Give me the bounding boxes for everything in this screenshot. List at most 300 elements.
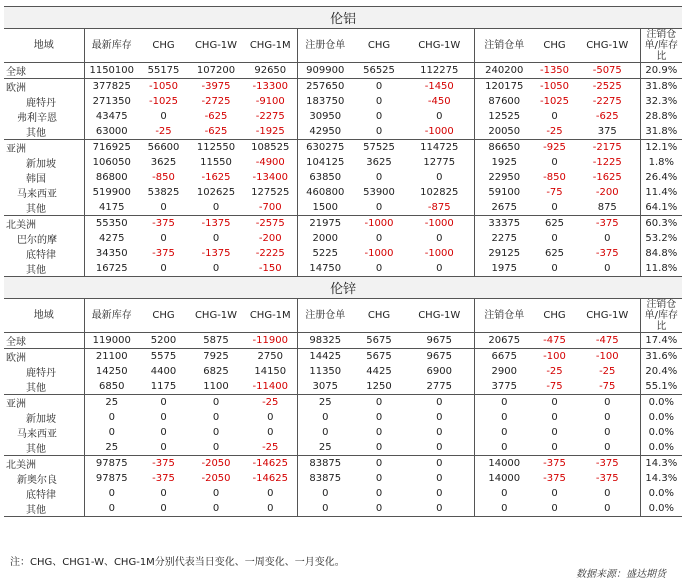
data-cell: 0 xyxy=(551,111,558,122)
data-cell: 0 xyxy=(108,488,115,499)
data-cell: -2050 xyxy=(188,456,244,472)
data-cell: 55175 xyxy=(147,65,180,76)
data-cell: -700 xyxy=(244,200,297,216)
data-cell: 519900 xyxy=(92,187,131,198)
data-cell: -9100 xyxy=(244,94,297,109)
data-cell: 0.0% xyxy=(648,442,675,453)
data-cell: 0 xyxy=(551,157,558,168)
data-cell: 31.8% xyxy=(645,126,678,137)
data-cell: 4175 xyxy=(99,202,125,213)
data-cell: 1975 xyxy=(474,261,534,277)
data-cell: 0 xyxy=(375,488,383,499)
table-row xyxy=(4,185,682,200)
data-cell: 112275 xyxy=(405,63,474,79)
data-cell: -375 xyxy=(543,473,566,484)
column-header: 地域 xyxy=(4,299,84,333)
data-cell: 0 xyxy=(405,261,474,277)
data-cell: 0 xyxy=(160,202,167,213)
data-cell: 0 xyxy=(108,412,115,423)
data-cell: 0 xyxy=(474,395,534,411)
data-cell: 3625 xyxy=(150,157,177,168)
data-cell: -25 xyxy=(244,440,297,456)
data-cell: 9675 xyxy=(405,333,474,349)
data-cell: 102825 xyxy=(405,185,474,200)
data-cell: 0 xyxy=(474,501,534,517)
data-cell: -375 xyxy=(152,473,175,484)
data-cell: 102625 xyxy=(196,187,236,198)
data-cell: 0 xyxy=(188,501,244,517)
data-cell: 92650 xyxy=(244,63,297,79)
data-cell: 2000 xyxy=(312,233,338,244)
lme-table xyxy=(4,6,682,517)
data-cell: 0 xyxy=(108,427,115,438)
data-cell: 375 xyxy=(575,124,640,140)
region-name: 亚洲 xyxy=(4,395,84,411)
data-cell: -13300 xyxy=(244,79,297,95)
data-cell: 0 xyxy=(322,488,329,499)
data-cell: 0 xyxy=(375,427,383,438)
data-cell: -850 xyxy=(543,172,566,183)
data-cell: -75 xyxy=(575,379,640,395)
data-cell: 0 xyxy=(84,501,139,517)
table-row xyxy=(4,109,682,124)
region-name: 全球 xyxy=(4,333,84,349)
data-cell: 21975 xyxy=(297,216,353,232)
inventory-report xyxy=(4,6,682,580)
data-cell: 0 xyxy=(405,471,474,486)
data-cell: -2050 xyxy=(201,473,231,484)
table-title-row xyxy=(4,277,682,299)
data-cell: 0 xyxy=(160,111,167,122)
data-cell: 0 xyxy=(551,427,558,438)
column-header: CHG-1W xyxy=(188,299,244,333)
data-cell: -625 xyxy=(204,126,228,137)
data-cell: 31.8% xyxy=(640,79,682,95)
data-cell: 0 xyxy=(353,501,405,517)
column-header: 注销仓单/库存比 xyxy=(640,299,682,333)
data-cell: 716925 xyxy=(84,140,139,156)
data-cell: 25 xyxy=(318,442,332,453)
data-cell: 25 xyxy=(105,442,119,453)
data-cell: 0 xyxy=(353,395,405,411)
header-row xyxy=(4,29,682,63)
data-cell: 14425 xyxy=(297,349,353,365)
data-cell: 11350 xyxy=(309,366,342,377)
data-cell: 0 xyxy=(322,427,329,438)
table-row xyxy=(4,140,682,156)
region-name: 底特律 xyxy=(4,246,84,261)
data-cell: 5675 xyxy=(366,335,392,346)
data-cell: -2725 xyxy=(201,96,231,107)
data-cell: 3075 xyxy=(312,381,338,392)
data-cell: 0 xyxy=(244,425,297,440)
data-cell: 0 xyxy=(160,427,167,438)
data-cell: 0 xyxy=(551,442,558,453)
data-cell: 87600 xyxy=(488,96,521,107)
data-cell: 0 xyxy=(501,427,508,438)
data-cell: 0 xyxy=(375,172,383,183)
data-cell: -875 xyxy=(405,200,474,216)
data-cell: 30950 xyxy=(309,111,342,122)
data-cell: 14.3% xyxy=(645,473,678,484)
data-cell: 0 xyxy=(297,501,353,517)
data-cell: 0 xyxy=(212,488,220,499)
data-cell: 43475 xyxy=(95,111,128,122)
data-cell: 625 xyxy=(534,216,575,232)
data-cell: 11.8% xyxy=(640,261,682,277)
data-cell: 0 xyxy=(212,412,220,423)
table-title: 伦锌 xyxy=(4,277,682,299)
region-name: 新奥尔良 xyxy=(4,471,84,486)
data-cell: 1500 xyxy=(312,202,338,213)
data-cell: 0 xyxy=(160,488,167,499)
region-name: 其他 xyxy=(4,440,84,456)
data-cell: -1625 xyxy=(575,170,640,185)
region-name: 马来西亚 xyxy=(4,425,84,440)
table-row xyxy=(4,456,682,472)
data-cell: 34350 xyxy=(95,248,128,259)
footer xyxy=(8,553,686,580)
data-cell: 875 xyxy=(575,200,640,216)
data-cell: -2275 xyxy=(575,94,640,109)
data-cell: 21100 xyxy=(84,349,139,365)
data-cell: 2750 xyxy=(244,349,297,365)
data-cell: 0.0% xyxy=(648,412,675,423)
data-cell: 29125 xyxy=(488,248,521,259)
data-cell: 0 xyxy=(534,501,575,517)
data-cell: 108525 xyxy=(244,140,297,156)
data-cell: 0 xyxy=(139,501,188,517)
region-name: 其他 xyxy=(4,501,84,517)
data-cell: 1250 xyxy=(366,381,392,392)
data-cell: 98325 xyxy=(309,335,342,346)
data-cell: 3625 xyxy=(366,157,392,168)
data-cell: 7925 xyxy=(188,349,244,365)
column-header: CHG-1W xyxy=(405,29,474,63)
data-cell: -475 xyxy=(575,333,640,349)
table-row xyxy=(4,63,682,79)
data-cell: 4425 xyxy=(366,366,392,377)
data-cell: 20050 xyxy=(488,126,521,137)
region-name: 北美洲 xyxy=(4,456,84,472)
data-cell: 0 xyxy=(375,473,383,484)
column-header: CHG xyxy=(139,299,188,333)
data-cell: 2275 xyxy=(491,233,517,244)
data-cell: -25 xyxy=(575,364,640,379)
data-cell: 0 xyxy=(375,111,383,122)
data-cell: 14000 xyxy=(488,473,521,484)
data-cell: 6900 xyxy=(405,364,474,379)
data-cell: 0 xyxy=(405,410,474,425)
data-cell: -25 xyxy=(155,126,172,137)
region-name: 欧洲 xyxy=(4,79,84,95)
data-cell: 0 xyxy=(375,233,383,244)
header-row xyxy=(4,299,682,333)
data-cell: -5075 xyxy=(575,63,640,79)
data-cell: 630275 xyxy=(297,140,353,156)
column-header: CHG xyxy=(353,29,405,63)
data-cell: 42950 xyxy=(309,126,342,137)
data-cell: 107200 xyxy=(196,65,236,76)
data-cell: 106050 xyxy=(92,157,131,168)
data-cell: 0 xyxy=(212,233,220,244)
data-cell: 22950 xyxy=(488,172,521,183)
column-header: CHG xyxy=(139,29,188,63)
data-cell: -3975 xyxy=(188,79,244,95)
data-cell: 0 xyxy=(405,501,474,517)
data-cell: 377825 xyxy=(84,79,139,95)
region-name: 其他 xyxy=(4,379,84,395)
data-cell: 0 xyxy=(160,233,167,244)
data-cell: 2775 xyxy=(405,379,474,395)
data-cell: 56525 xyxy=(363,65,395,76)
data-cell: 97875 xyxy=(95,473,128,484)
data-cell: 0.0% xyxy=(640,501,682,517)
data-cell: 0 xyxy=(244,410,297,425)
data-cell: 63850 xyxy=(309,172,342,183)
data-cell: -2175 xyxy=(575,140,640,156)
column-header: CHG-1M xyxy=(244,29,297,63)
data-cell: 6675 xyxy=(474,349,534,365)
data-cell: -375 xyxy=(575,216,640,232)
data-cell: 0 xyxy=(322,412,329,423)
table-row xyxy=(4,261,682,277)
data-cell: -1050 xyxy=(534,79,575,95)
data-cell: 86800 xyxy=(95,172,128,183)
column-header: 地域 xyxy=(4,29,84,63)
data-cell: 0 xyxy=(353,79,405,95)
data-cell: 460800 xyxy=(306,187,345,198)
data-cell: -375 xyxy=(139,456,188,472)
table-row xyxy=(4,379,682,395)
data-cell: -2575 xyxy=(244,216,297,232)
table-row xyxy=(4,124,682,140)
region-name: 鹿特丹 xyxy=(4,94,84,109)
data-cell: 0 xyxy=(375,126,383,137)
data-cell: -1000 xyxy=(405,216,474,232)
table-row xyxy=(4,246,682,261)
data-cell: -14625 xyxy=(244,456,297,472)
data-cell: -100 xyxy=(575,349,640,365)
data-cell: 0 xyxy=(405,231,474,246)
data-cell: 57525 xyxy=(353,140,405,156)
data-cell: -100 xyxy=(534,349,575,365)
data-cell: 5675 xyxy=(353,349,405,365)
table-title: 伦铝 xyxy=(4,7,682,29)
data-cell: -11900 xyxy=(244,333,297,349)
data-cell: 0 xyxy=(375,96,383,107)
data-cell: 112550 xyxy=(188,140,244,156)
data-cell: -375 xyxy=(575,246,640,261)
data-cell: 63000 xyxy=(95,126,128,137)
region-name: 其他 xyxy=(4,261,84,277)
data-cell: -2275 xyxy=(244,109,297,124)
table-body xyxy=(4,7,682,517)
data-cell: -1000 xyxy=(353,216,405,232)
data-cell: 11.4% xyxy=(645,187,678,198)
data-cell: -925 xyxy=(534,140,575,156)
table-row xyxy=(4,155,682,170)
data-cell: -1050 xyxy=(139,79,188,95)
table-row xyxy=(4,170,682,185)
data-cell: 0 xyxy=(405,395,474,411)
data-cell: -375 xyxy=(575,456,640,472)
data-cell: -1000 xyxy=(405,246,474,261)
data-cell: -1375 xyxy=(201,248,231,259)
data-cell: -25 xyxy=(244,395,297,411)
data-cell: -11400 xyxy=(244,379,297,395)
column-header: 最新库存 xyxy=(84,29,139,63)
table-row xyxy=(4,349,682,365)
region-name: 韩国 xyxy=(4,170,84,185)
data-cell: -375 xyxy=(575,471,640,486)
data-cell: 1925 xyxy=(491,157,517,168)
column-header: CHG xyxy=(353,299,405,333)
region-name: 巴尔的摩 xyxy=(4,231,84,246)
data-cell: 55350 xyxy=(84,216,139,232)
region-name: 马来西亚 xyxy=(4,185,84,200)
data-cell: -2225 xyxy=(244,246,297,261)
data-cell: 12525 xyxy=(488,111,521,122)
data-cell: 0 xyxy=(405,109,474,124)
data-cell: 3775 xyxy=(491,381,517,392)
data-cell: 20675 xyxy=(488,335,521,346)
data-cell: 86650 xyxy=(474,140,534,156)
data-cell: 60.3% xyxy=(640,216,682,232)
data-cell: 0 xyxy=(139,395,188,411)
data-cell: 4400 xyxy=(150,366,177,377)
data-cell: -1000 xyxy=(405,124,474,140)
data-cell: 0 xyxy=(188,261,244,277)
data-cell: -4900 xyxy=(244,155,297,170)
data-cell: 59100 xyxy=(488,187,521,198)
data-cell: 0 xyxy=(375,442,383,453)
region-name: 其他 xyxy=(4,200,84,216)
data-cell: -1000 xyxy=(364,248,394,259)
column-header: CHG xyxy=(534,299,575,333)
data-cell: 20.4% xyxy=(645,366,678,377)
data-cell: 16725 xyxy=(84,261,139,277)
data-cell: 1175 xyxy=(150,381,177,392)
data-cell: -1025 xyxy=(539,96,570,107)
data-cell: 25 xyxy=(297,395,353,411)
data-cell: 14250 xyxy=(95,366,128,377)
column-header: 注销仓单/库存比 xyxy=(640,29,682,63)
column-header: 注册仓单 xyxy=(297,29,353,63)
data-cell: 4275 xyxy=(99,233,125,244)
data-cell: 0 xyxy=(375,202,383,213)
data-cell: 0 xyxy=(160,412,167,423)
data-cell: 14750 xyxy=(297,261,353,277)
table-row xyxy=(4,425,682,440)
data-cell: 53825 xyxy=(147,187,180,198)
column-header: CHG-1W xyxy=(405,299,474,333)
data-cell: -75 xyxy=(546,187,563,198)
data-cell: 56600 xyxy=(139,140,188,156)
data-cell: -1450 xyxy=(405,79,474,95)
data-cell: 0 xyxy=(575,501,640,517)
data-cell: 625 xyxy=(544,248,565,259)
data-cell: -25 xyxy=(546,366,563,377)
data-cell: 26.4% xyxy=(645,172,678,183)
column-header: CHG-1W xyxy=(575,299,640,333)
data-cell: -1625 xyxy=(201,172,231,183)
data-cell: 25 xyxy=(84,395,139,411)
table-row xyxy=(4,395,682,411)
data-cell: 1.8% xyxy=(648,157,675,168)
data-cell: 127525 xyxy=(244,185,297,200)
data-cell: 0 xyxy=(405,425,474,440)
data-cell: 0 xyxy=(575,410,640,425)
table-row xyxy=(4,410,682,425)
data-cell: 0 xyxy=(575,425,640,440)
region-name: 全球 xyxy=(4,63,84,79)
data-cell: 909900 xyxy=(306,65,345,76)
data-cell: 0 xyxy=(212,202,220,213)
data-cell: 104125 xyxy=(306,157,345,168)
footnote: 注：CHG、CHG1-W、CHG-1M分别代表当日变化、一周变化、一月变化。 xyxy=(10,557,345,568)
data-cell: 271350 xyxy=(92,96,131,107)
data-cell: 0 xyxy=(405,486,474,501)
data-cell: -375 xyxy=(139,216,188,232)
data-cell: 0 xyxy=(353,456,405,472)
column-header: 注销仓单 xyxy=(474,29,534,63)
data-cell: 5875 xyxy=(203,335,229,346)
data-cell: 120175 xyxy=(474,79,534,95)
data-cell: -375 xyxy=(152,248,175,259)
table-row xyxy=(4,231,682,246)
data-cell: 0 xyxy=(534,261,575,277)
data-cell: 0 xyxy=(575,440,640,456)
table-row xyxy=(4,94,682,109)
data-cell: 0 xyxy=(375,412,383,423)
data-cell: 17.4% xyxy=(645,335,678,346)
data-cell: 0 xyxy=(551,202,558,213)
data-cell: 14.3% xyxy=(640,456,682,472)
data-cell: 0 xyxy=(139,261,188,277)
data-cell: 2900 xyxy=(491,366,517,377)
data-cell: 240200 xyxy=(485,65,524,76)
data-cell: 6825 xyxy=(203,366,229,377)
data-cell: 0 xyxy=(575,261,640,277)
data-cell: -1350 xyxy=(539,65,570,76)
table-row xyxy=(4,471,682,486)
data-cell: 257650 xyxy=(297,79,353,95)
data-cell: 12775 xyxy=(405,155,474,170)
column-header: 注销仓单 xyxy=(474,299,534,333)
data-cell: 0 xyxy=(405,170,474,185)
data-cell: 83875 xyxy=(297,456,353,472)
data-cell: 0 xyxy=(551,412,558,423)
column-header: 最新库存 xyxy=(84,299,139,333)
region-name: 新加坡 xyxy=(4,155,84,170)
data-cell: -25 xyxy=(546,126,563,137)
region-name: 弗利辛恩 xyxy=(4,109,84,124)
data-cell: 183750 xyxy=(306,96,345,107)
region-name: 底特律 xyxy=(4,486,84,501)
data-cell: 97875 xyxy=(84,456,139,472)
column-header: CHG-1W xyxy=(575,29,640,63)
data-cell: 55.1% xyxy=(645,381,678,392)
region-name: 欧洲 xyxy=(4,349,84,365)
table-row xyxy=(4,364,682,379)
data-cell: -13400 xyxy=(244,170,297,185)
data-cell: -200 xyxy=(575,185,640,200)
data-cell: 0.0% xyxy=(648,488,675,499)
data-cell: 0 xyxy=(575,486,640,501)
data-cell: 53900 xyxy=(363,187,395,198)
data-cell: -625 xyxy=(575,109,640,124)
